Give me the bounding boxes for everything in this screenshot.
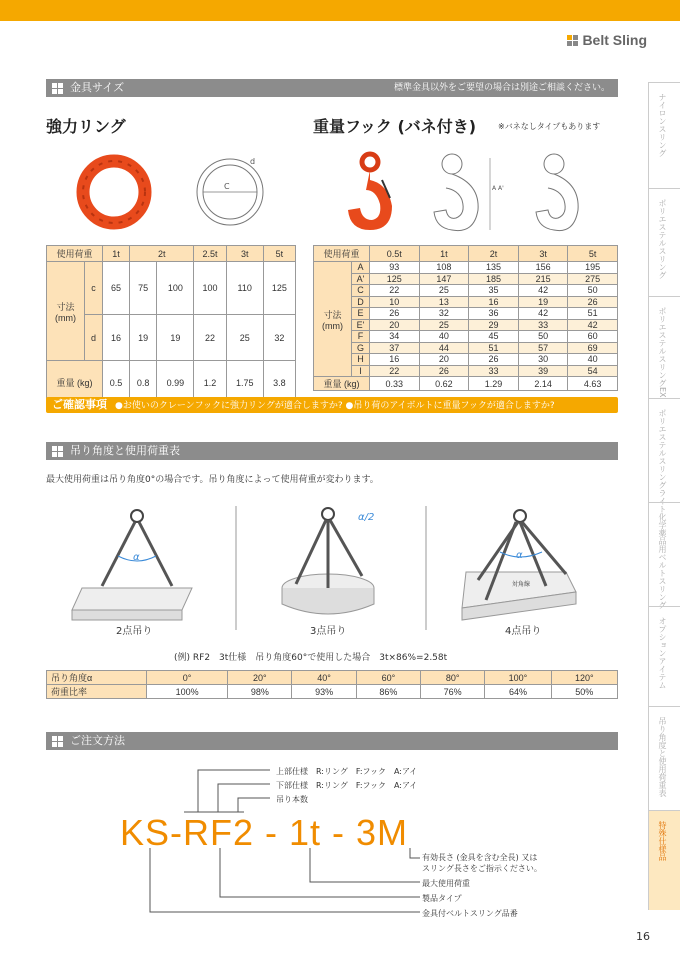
confirm-text: ●お使いのクレーンフックに強力リングが適合しますか? ●吊り荷のアイボルトに重量フックが適合しますか? bbox=[115, 401, 555, 411]
svg-text:d: d bbox=[250, 157, 256, 166]
hook-cell: 22 bbox=[370, 285, 420, 297]
hook-header: 5t bbox=[568, 246, 618, 262]
hook-cell: 275 bbox=[568, 273, 618, 285]
ring-cell: 16 bbox=[103, 315, 130, 361]
hook-cell: 25 bbox=[419, 285, 469, 297]
angle-cell: 60° bbox=[356, 671, 420, 685]
label-4pt: 4点吊り bbox=[505, 626, 542, 637]
side-tab[interactable] bbox=[648, 188, 680, 296]
side-tab[interactable] bbox=[648, 810, 680, 910]
hook-row-key: F bbox=[352, 331, 370, 343]
hook-dim-label: 寸法 (mm) bbox=[314, 262, 352, 377]
hook-cell: 26 bbox=[469, 354, 519, 366]
side-tab-label: 吊り角度と使用荷重表 bbox=[658, 717, 667, 797]
hook-cell: 26 bbox=[568, 296, 618, 308]
side-tab[interactable] bbox=[648, 398, 680, 513]
hook-cell: 156 bbox=[518, 262, 568, 274]
ring-cell: 25 bbox=[226, 315, 263, 361]
side-tab-label: ナイロンスリング bbox=[658, 93, 667, 157]
diagonal-label: 対角線 bbox=[512, 581, 531, 588]
hook-row-key: I bbox=[352, 365, 370, 377]
ring-cell: 75 bbox=[130, 262, 157, 315]
hook-table bbox=[313, 245, 618, 391]
angle-row-label: 荷重比率 bbox=[47, 685, 147, 699]
angle-cell: 98% bbox=[228, 685, 292, 699]
side-tab[interactable] bbox=[648, 706, 680, 810]
hook-cell: 30 bbox=[518, 354, 568, 366]
hook-weight-label: 重量 (kg) bbox=[314, 377, 370, 391]
ring-title: 強力リング bbox=[46, 117, 126, 136]
ring-illustration bbox=[74, 152, 274, 236]
section-icon bbox=[52, 446, 63, 457]
hook-cell: 93 bbox=[370, 262, 420, 274]
angle-description: 最大使用荷重は吊り角度0°の場合です。吊り角度によって使用荷重が変わります。 bbox=[46, 475, 379, 485]
ring-dim-label: 寸法 (mm) bbox=[47, 262, 85, 361]
hook-cell: 20 bbox=[419, 354, 469, 366]
ring-cell: 0.8 bbox=[130, 361, 157, 405]
side-tab[interactable] bbox=[648, 82, 680, 188]
sling-diagrams bbox=[46, 500, 618, 640]
hook-cell: 33 bbox=[518, 319, 568, 331]
hook-cell: 42 bbox=[568, 319, 618, 331]
side-tab-label: ポリエステルスリングEX bbox=[658, 307, 667, 398]
angle-cell: 40° bbox=[292, 671, 356, 685]
hook-cell: 147 bbox=[419, 273, 469, 285]
ring-cell: 65 bbox=[103, 262, 130, 315]
hook-cell: 51 bbox=[469, 342, 519, 354]
ring-cell: 32 bbox=[263, 315, 295, 361]
hook-row-key: A' bbox=[352, 273, 370, 285]
hook-cell: 42 bbox=[518, 308, 568, 320]
hook-cell: 0.33 bbox=[370, 377, 420, 391]
hook-cell: 19 bbox=[518, 296, 568, 308]
hook-title: 重量フック (バネ付き) bbox=[313, 117, 477, 136]
section-icon bbox=[52, 736, 63, 747]
hook-cell: 1.29 bbox=[469, 377, 519, 391]
hook-header: 2t bbox=[469, 246, 519, 262]
side-tab-label: ポリエステルスリング bbox=[658, 199, 667, 279]
angle-cell: 100% bbox=[147, 685, 228, 699]
angle-cell: 50% bbox=[551, 685, 617, 699]
hook-cell: 54 bbox=[568, 365, 618, 377]
ring-table bbox=[46, 245, 296, 405]
length-note-1: 有効長さ (金具を含む全長) 又は bbox=[422, 853, 538, 862]
hook-cell: 40 bbox=[568, 354, 618, 366]
angle-table bbox=[46, 670, 618, 699]
ring-cell: 1.75 bbox=[226, 361, 263, 405]
brand-logo-icon bbox=[567, 35, 578, 46]
hook-row-key: C bbox=[352, 285, 370, 297]
hook-cell: 60 bbox=[568, 331, 618, 343]
hook-cell: 40 bbox=[419, 331, 469, 343]
hook-cell: 13 bbox=[419, 296, 469, 308]
ring-header: 2.5t bbox=[194, 246, 226, 262]
ring-weight-label: 重量 (kg) bbox=[47, 361, 103, 405]
ring-header: 3t bbox=[226, 246, 263, 262]
hook-header: 3t bbox=[518, 246, 568, 262]
section-header-angle: 吊り角度と使用荷重表 bbox=[46, 442, 618, 460]
brand-label: Belt Sling bbox=[567, 32, 647, 48]
angle-cell: 20° bbox=[228, 671, 292, 685]
angle-row-label: 吊り角度α bbox=[47, 671, 147, 685]
angle-cell: 0° bbox=[147, 671, 228, 685]
ring-cell: 100 bbox=[194, 262, 226, 315]
order-code: KS-RF2 - 1t - 3M bbox=[120, 812, 409, 853]
angle-cell: 76% bbox=[421, 685, 485, 699]
hook-row-key: H bbox=[352, 354, 370, 366]
hook-cell: 35 bbox=[469, 285, 519, 297]
hook-cell: 16 bbox=[370, 354, 420, 366]
hook-cell: 125 bbox=[370, 273, 420, 285]
hook-cell: 4.63 bbox=[568, 377, 618, 391]
hook-cell: 16 bbox=[469, 296, 519, 308]
ring-header: 2t bbox=[130, 246, 194, 262]
ring-cell: 0.99 bbox=[157, 361, 194, 405]
hook-header-load: 使用荷重 bbox=[314, 246, 370, 262]
hook-cell: 25 bbox=[419, 319, 469, 331]
ring-cell: 19 bbox=[130, 315, 157, 361]
hook-cell: 45 bbox=[469, 331, 519, 343]
hook-row-key: G bbox=[352, 342, 370, 354]
hook-cell: 32 bbox=[419, 308, 469, 320]
hook-cell: 135 bbox=[469, 262, 519, 274]
hook-row-key: D bbox=[352, 296, 370, 308]
side-tab-label: 特殊仕様品 bbox=[658, 821, 667, 861]
section-header-order: ご注文方法 bbox=[46, 732, 618, 750]
section-note: 標準金具以外をご要望の場合は別途ご相談ください。 bbox=[393, 83, 610, 93]
hook-cell: 44 bbox=[419, 342, 469, 354]
sling-count: 吊り本数 bbox=[276, 795, 308, 804]
hook-cell: 2.14 bbox=[518, 377, 568, 391]
hook-cell: 20 bbox=[370, 319, 420, 331]
ring-cell: 1.2 bbox=[194, 361, 226, 405]
ring-cell: 19 bbox=[157, 315, 194, 361]
lower-spec: 下部仕様 R:リング F:フック A:アイ bbox=[276, 781, 418, 790]
hook-cell: 195 bbox=[568, 262, 618, 274]
hook-illustration bbox=[340, 150, 600, 240]
ring-header: 5t bbox=[263, 246, 295, 262]
ring-header-load: 使用荷重 bbox=[47, 246, 103, 262]
upper-spec: 上部仕様 R:リング F:フック A:アイ bbox=[276, 767, 418, 776]
angle-cell: 86% bbox=[356, 685, 420, 699]
angle-cell: 100° bbox=[485, 671, 551, 685]
ring-cell: 125 bbox=[263, 262, 295, 315]
hook-header: 1t bbox=[419, 246, 469, 262]
alpha-label-4pt: α bbox=[516, 550, 523, 561]
ring-cell: 110 bbox=[226, 262, 263, 315]
hook-cell: 22 bbox=[370, 365, 420, 377]
hook-cell: 37 bbox=[370, 342, 420, 354]
confirm-title: ご確認事項 bbox=[52, 398, 107, 411]
svg-text:A A': A A' bbox=[492, 185, 504, 192]
hook-row-key: E' bbox=[352, 319, 370, 331]
hook-cell: 51 bbox=[568, 308, 618, 320]
side-tab-label: ポリエステルスリングライト bbox=[658, 409, 667, 513]
ring-d-label: d bbox=[85, 315, 103, 361]
hook-cell: 26 bbox=[419, 365, 469, 377]
hook-cell: 185 bbox=[469, 273, 519, 285]
top-bar bbox=[0, 0, 680, 21]
label-3pt: 3点吊り bbox=[310, 626, 347, 637]
hook-cell: 215 bbox=[518, 273, 568, 285]
length-note-2: スリング長さをご指示ください。 bbox=[422, 864, 542, 873]
hook-note: ※バネなしタイプもあります bbox=[498, 122, 601, 131]
alpha-half-label: α/2 bbox=[358, 512, 375, 523]
product-type-label: 製品タイプ bbox=[422, 894, 462, 903]
page-number: 16 bbox=[636, 930, 650, 943]
ring-cell: 100 bbox=[157, 262, 194, 315]
side-tab[interactable] bbox=[648, 606, 680, 706]
product-number-label: 金具付ベルトスリング品番 bbox=[422, 909, 518, 918]
ring-cell: 0.5 bbox=[103, 361, 130, 405]
hook-cell: 10 bbox=[370, 296, 420, 308]
hook-cell: 42 bbox=[518, 285, 568, 297]
hook-cell: 50 bbox=[568, 285, 618, 297]
hook-cell: 34 bbox=[370, 331, 420, 343]
hook-cell: 50 bbox=[518, 331, 568, 343]
hook-header: 0.5t bbox=[370, 246, 420, 262]
hook-cell: 108 bbox=[419, 262, 469, 274]
angle-cell: 80° bbox=[421, 671, 485, 685]
ring-cell: 22 bbox=[194, 315, 226, 361]
hook-row-key: E bbox=[352, 308, 370, 320]
hook-cell: 0.62 bbox=[419, 377, 469, 391]
side-tab-label: 化学薬品用ベルトスリング bbox=[658, 513, 667, 609]
angle-cell: 93% bbox=[292, 685, 356, 699]
hook-cell: 39 bbox=[518, 365, 568, 377]
hook-cell: 33 bbox=[469, 365, 519, 377]
section-header-fittings: 金具サイズ 標準金具以外をご要望の場合は別途ご相談ください。 bbox=[46, 79, 618, 97]
angle-example: (例) RF2 3t仕様 吊り角度60°で使用した場合 3t×86%=2.58t bbox=[174, 653, 448, 663]
hook-cell: 26 bbox=[370, 308, 420, 320]
side-tab[interactable] bbox=[648, 296, 680, 398]
side-tab-label: オプションアイテム bbox=[658, 617, 667, 689]
ring-cell: 3.8 bbox=[263, 361, 295, 405]
hook-cell: 57 bbox=[518, 342, 568, 354]
angle-cell: 120° bbox=[551, 671, 617, 685]
confirm-bar bbox=[46, 397, 618, 413]
ring-c-label: c bbox=[85, 262, 103, 315]
side-tab[interactable] bbox=[648, 502, 680, 609]
max-load-label: 最大使用荷重 bbox=[422, 879, 470, 888]
ring-header: 1t bbox=[103, 246, 130, 262]
label-2pt: 2点吊り bbox=[116, 626, 153, 637]
hook-cell: 36 bbox=[469, 308, 519, 320]
hook-cell: 69 bbox=[568, 342, 618, 354]
hook-row-key: A bbox=[352, 262, 370, 274]
alpha-label-2pt: α bbox=[133, 552, 140, 563]
angle-cell: 64% bbox=[485, 685, 551, 699]
svg-text:C: C bbox=[224, 182, 230, 191]
hook-cell: 29 bbox=[469, 319, 519, 331]
section-icon bbox=[52, 83, 63, 94]
